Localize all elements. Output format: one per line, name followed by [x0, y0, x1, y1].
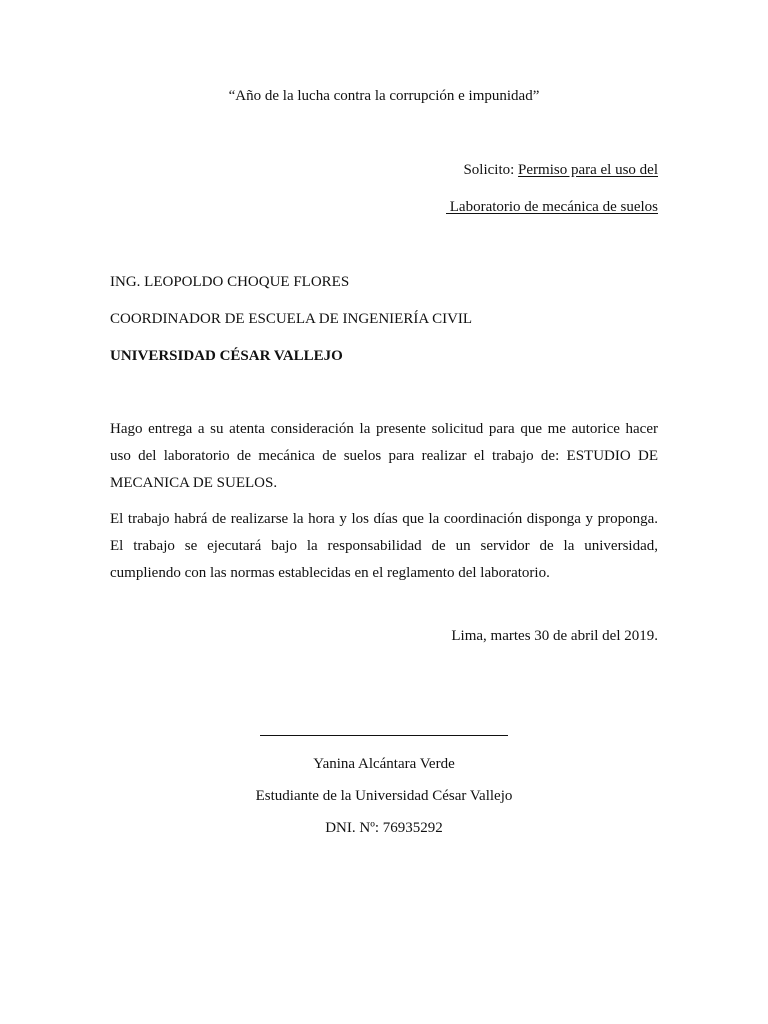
body-paragraph-1: Hago entrega a su atenta consideración la presente solicitud para que me autorice hacer uso del laboratorio de mecánica de suelos para realizar el trabajo de: ESTUDIO DE MECANICA DE SUELOS.: [110, 421, 658, 491]
signature-line: [260, 735, 508, 736]
subject-line-1: [463, 160, 658, 180]
recipient-position: COORDINADOR DE ESCUELA DE INGENIERÍA CIVIL: [110, 311, 473, 327]
subject-label: Solicito:: [463, 162, 519, 178]
body-paragraph-2: El trabajo habrá de realizarse la hora y los días que la coordinación disponga y proponga. El trabajo se ejecutará bajo la responsabilidad de un servidor de la universidad, cumpliendo con las normas establecidas en el reglamento del laboratorio.: [110, 511, 658, 581]
signer-name: Yanina Alcántara Verde: [313, 756, 455, 772]
date-line: Lima, martes 30 de abril del 2019.: [451, 628, 658, 644]
recipient-name: ING. LEOPOLDO CHOQUE FLORES: [110, 274, 350, 290]
signer-role: Estudiante de la Universidad César Vallejo: [255, 788, 513, 804]
recipient-institution: UNIVERSIDAD CÉSAR VALLEJO: [110, 348, 343, 364]
subject-line-2: [446, 197, 658, 217]
subject-text-2: Laboratorio de mecánica de suelos: [446, 199, 658, 215]
motto: “Año de la lucha contra la corrupción e impunidad”: [228, 88, 540, 104]
signer-dni: DNI. Nº: 76935292: [325, 820, 443, 836]
subject-text-1: Permiso para el uso del: [518, 162, 658, 178]
